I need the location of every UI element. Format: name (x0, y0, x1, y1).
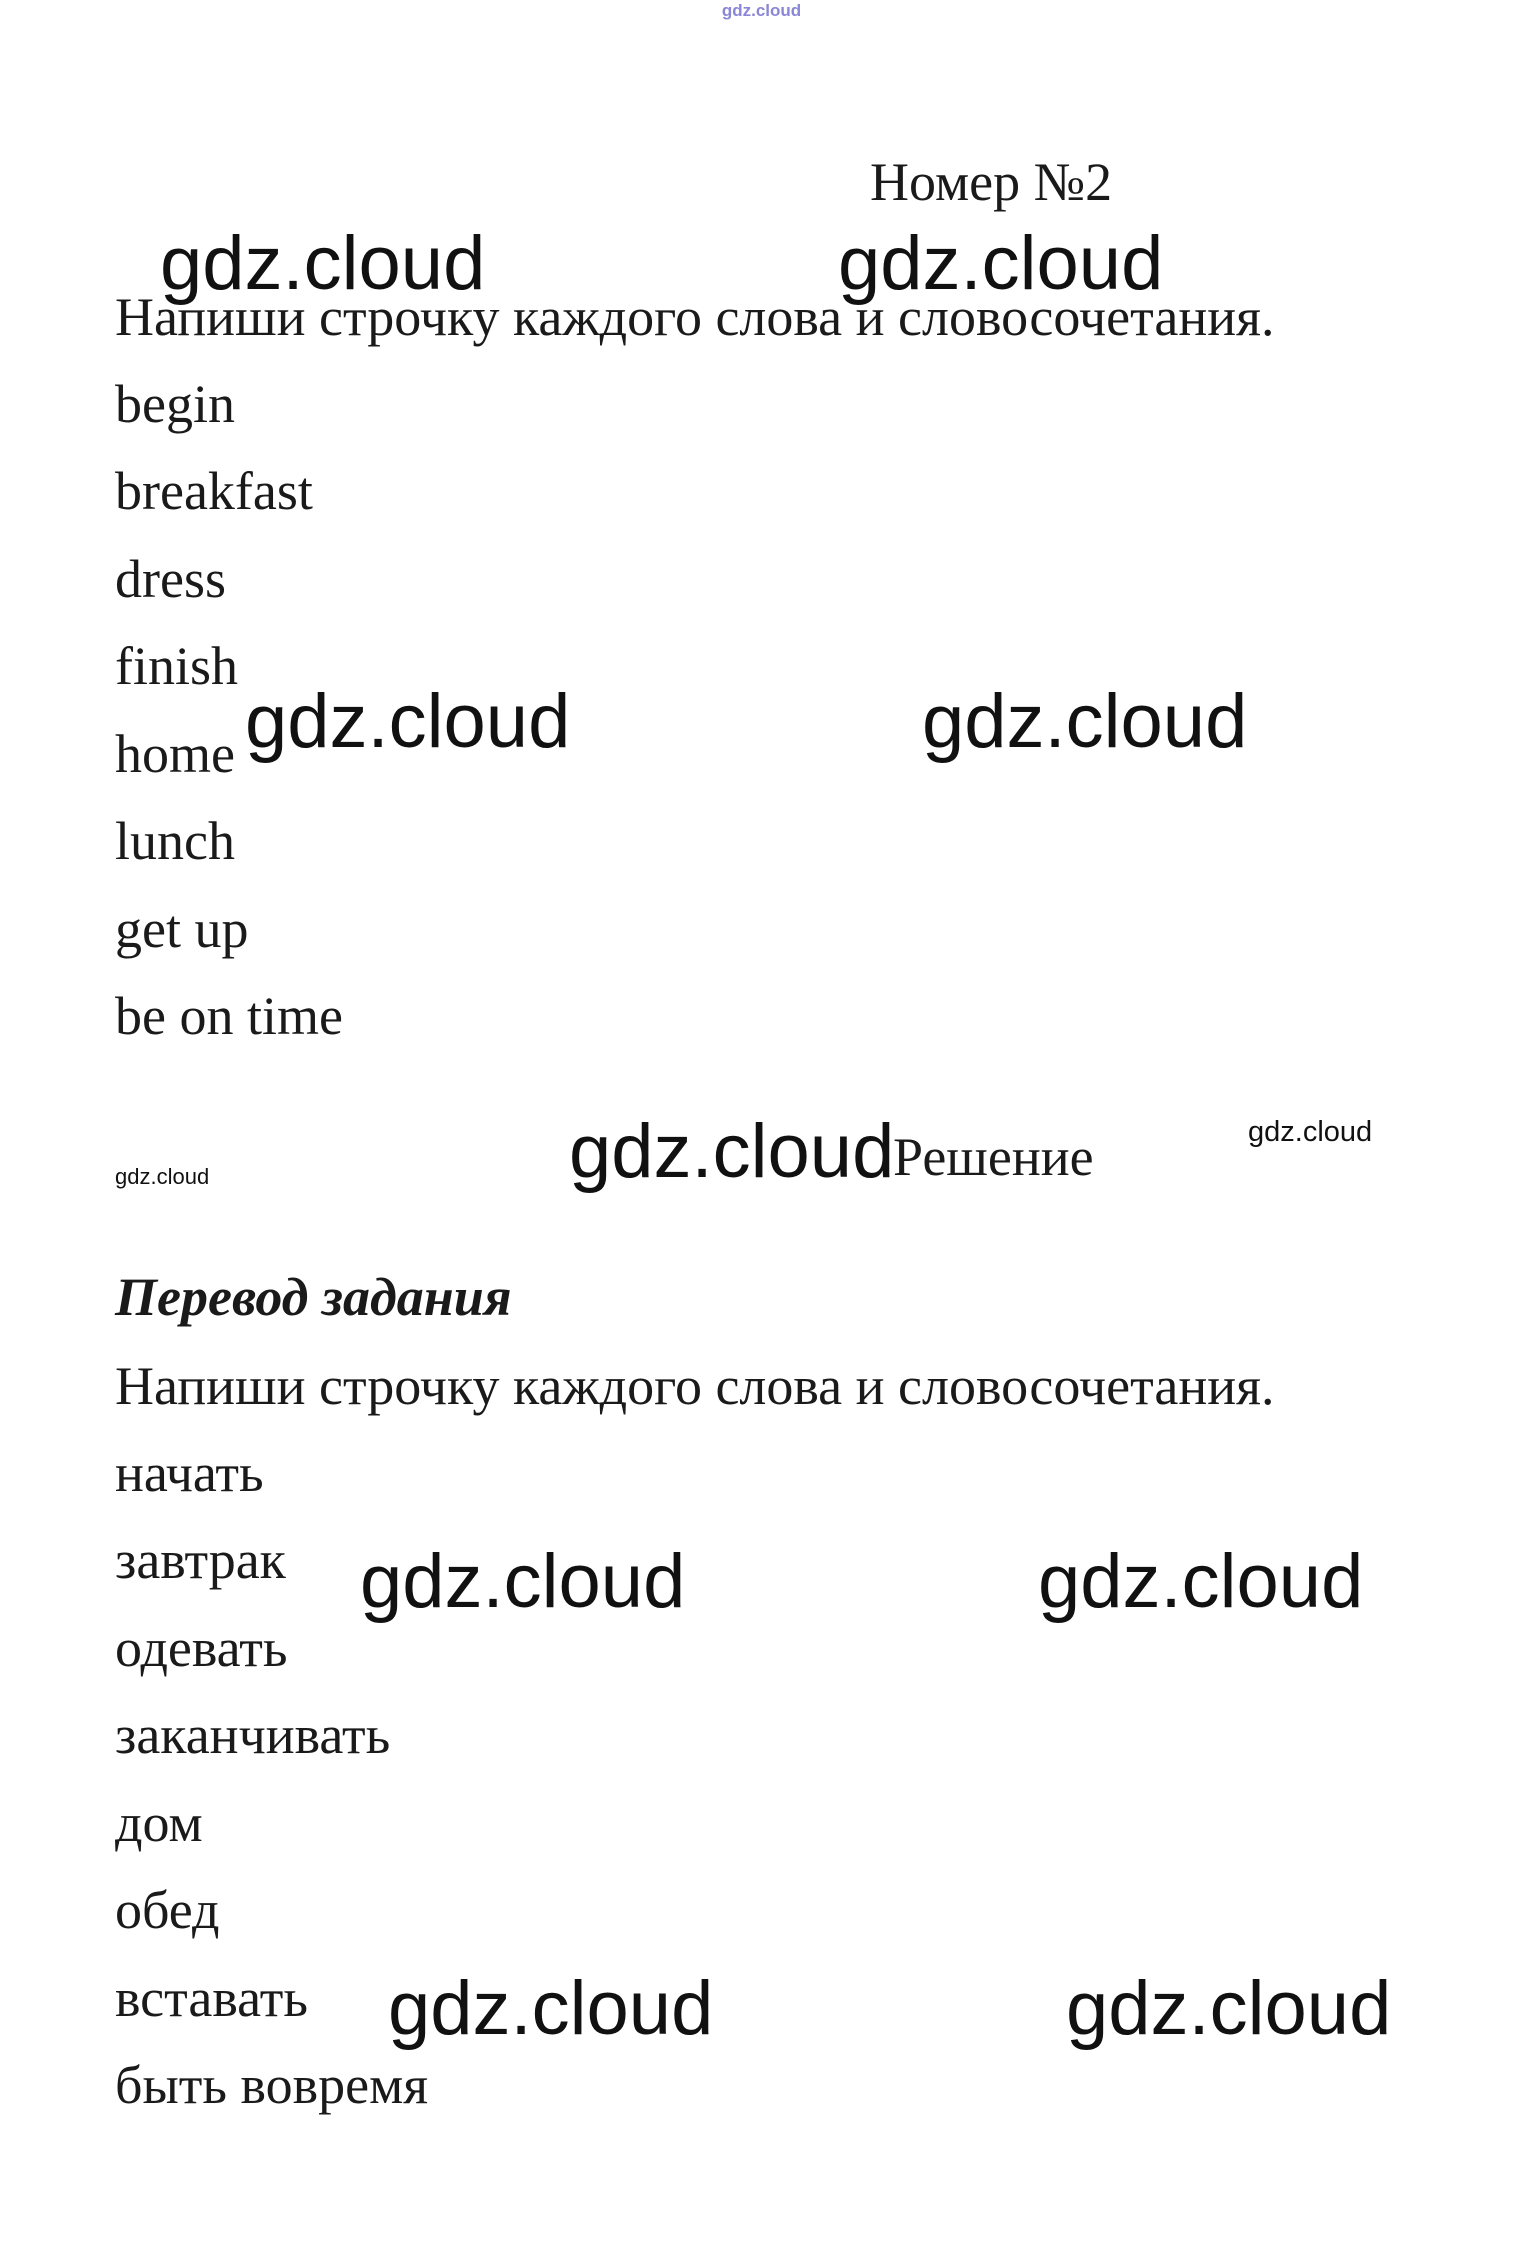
list-item: вставать (115, 1968, 308, 2028)
list-item: finish (115, 636, 239, 696)
watermark: gdz.cloud (245, 679, 571, 764)
list-item: дом (115, 1793, 203, 1853)
list-item: завтрак (115, 1530, 286, 1590)
list-item: быть вовремя (115, 2055, 429, 2115)
watermark: gdz.cloud (1038, 1539, 1364, 1624)
watermark: gdz.cloud (115, 1164, 210, 1189)
list-item: заканчивать (115, 1705, 391, 1765)
list-item: lunch (115, 811, 235, 871)
translation-title: Перевод задания (115, 1267, 512, 1327)
translation-instruction: Напиши строчку каждого слова и словосочетания. (115, 1356, 1275, 1416)
watermark: gdz.cloud (838, 221, 1164, 306)
watermark: gdz.cloud (1066, 1966, 1392, 2051)
watermark: gdz.cloud (922, 679, 1248, 764)
watermark: gdz.cloud (160, 221, 486, 306)
task-instruction: Напиши строчку каждого слова и словосочетания. (115, 287, 1275, 347)
list-item: dress (115, 549, 226, 609)
list-item: begin (115, 374, 235, 434)
list-item: home (115, 724, 235, 784)
site-mark: gdz.cloud (721, 1, 802, 20)
list-item: get up (115, 899, 249, 959)
list-item: одевать (115, 1618, 288, 1678)
list-item: breakfast (115, 461, 313, 521)
list-item: начать (115, 1443, 264, 1503)
page-title: Номер №2 (870, 152, 1113, 212)
watermark: gdz.cloud (569, 1109, 895, 1194)
list-item: be on time (115, 986, 343, 1046)
list-item: обед (115, 1880, 220, 1940)
watermark: gdz.cloud (360, 1539, 686, 1624)
solution-label: Решение (893, 1127, 1094, 1187)
watermark: gdz.cloud (388, 1966, 714, 2051)
watermark: gdz.cloud (1248, 1116, 1373, 1148)
